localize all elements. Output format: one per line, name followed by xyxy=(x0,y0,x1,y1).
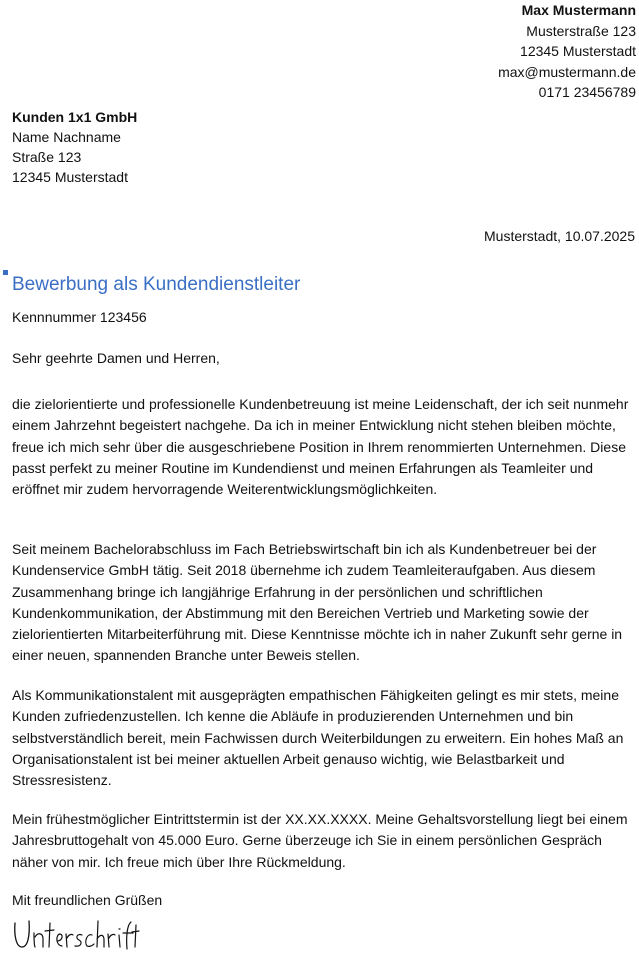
sender-name: Max Mustermann xyxy=(521,2,636,18)
body-paragraph-1: die zielorientierte und professionelle Kundenbetreuung ist meine Leidenschaft, der ich seit nunmehr einem Jahrzehnt begeistert nachgehe. Da ich in meiner Entwicklung nicht stehen bleiben möchte, freue ich mich sehr über die ausgeschriebene Position in Ihrem renommierten Unternehmen. Diese passt perfekt zu meiner Routine im Kundendienst und meinen Erfahrungen als Teamleiter und eröffnet mir zudem hervorragende Weiterentwicklungsmöglichkeiten. xyxy=(12,396,629,498)
recipient-company: Kunden 1x1 GmbH xyxy=(12,109,138,125)
handwritten-signature xyxy=(10,915,140,955)
sender-email: max@mustermann.de xyxy=(498,63,636,80)
reference-number: Kennnummer 123456 xyxy=(12,309,147,325)
salutation: Sehr geehrte Damen und Herren, xyxy=(12,350,220,366)
body-paragraph-2: Seit meinem Bachelorabschluss im Fach Betriebswirtschaft bin ich als Kundenbetreuer bei der Kundenservice GmbH tätig. Seit 2018 übernehme ich zudem Teamleiteraufgaben. Aus diesem Zusammenhang bringe ich langjährige Erfahrung in der persönlichen und schriftlichen Kundenkommunikation, der Abstimmung mit den Bereichen Vertrieb und Marketing sowie der zielorientierten Mitarbeiterführung mit. Diese Kenntnisse möchte ich in naher Zukunft sehr gerne in einer neuen, spannenden Branche unter Beweis stellen. xyxy=(12,541,623,664)
recipient-contact: Name Nachname xyxy=(12,129,121,145)
subject-heading: Bewerbung als Kundendienstleiter xyxy=(12,274,301,295)
recipient-street: Straße 123 xyxy=(12,149,82,165)
sender-street: Musterstraße 123 xyxy=(526,22,636,39)
recipient-city: 12345 Musterstadt xyxy=(12,169,128,185)
recipient-block xyxy=(12,107,137,187)
sender-phone: 0171 23456789 xyxy=(538,84,636,100)
body-paragraph-4: Mein frühestmöglicher Eintrittstermin ist der XX.XX.XXXX. Meine Gehaltsvorstellung liegt bei einem Jahresbruttogehalt von 45.000 Euro. Gerne überzeuge ich Sie in einem persönlichen Gespräch näher von mir. Ich freue mich über Ihre Rückmeldung. xyxy=(12,811,628,870)
sender-city: 12345 Musterstadt xyxy=(520,43,636,59)
body-paragraph-3: Als Kommunikationstalent mit ausgeprägten empathischen Fähigkeiten gelingt es mir stets, meine Kunden zufriedenzustellen. Ich kenne die Abläufe in produzierenden Unternehmen und bin selbstverständlich bereit, mein Fachwissen durch Weiterbildungen zu erweitern. Ein hohes Maß an Organisationstalent ist bei meiner aktuellen Arbeit genauso wichtig, wie Belastbarkeit und Stressresistenz. xyxy=(12,687,624,789)
subject-marker xyxy=(3,270,8,275)
closing-line: Mit freundlichen Grüßen xyxy=(12,892,163,908)
sender-block xyxy=(498,0,636,103)
letter-date: Musterstadt, 10.07.2025 xyxy=(484,228,635,244)
